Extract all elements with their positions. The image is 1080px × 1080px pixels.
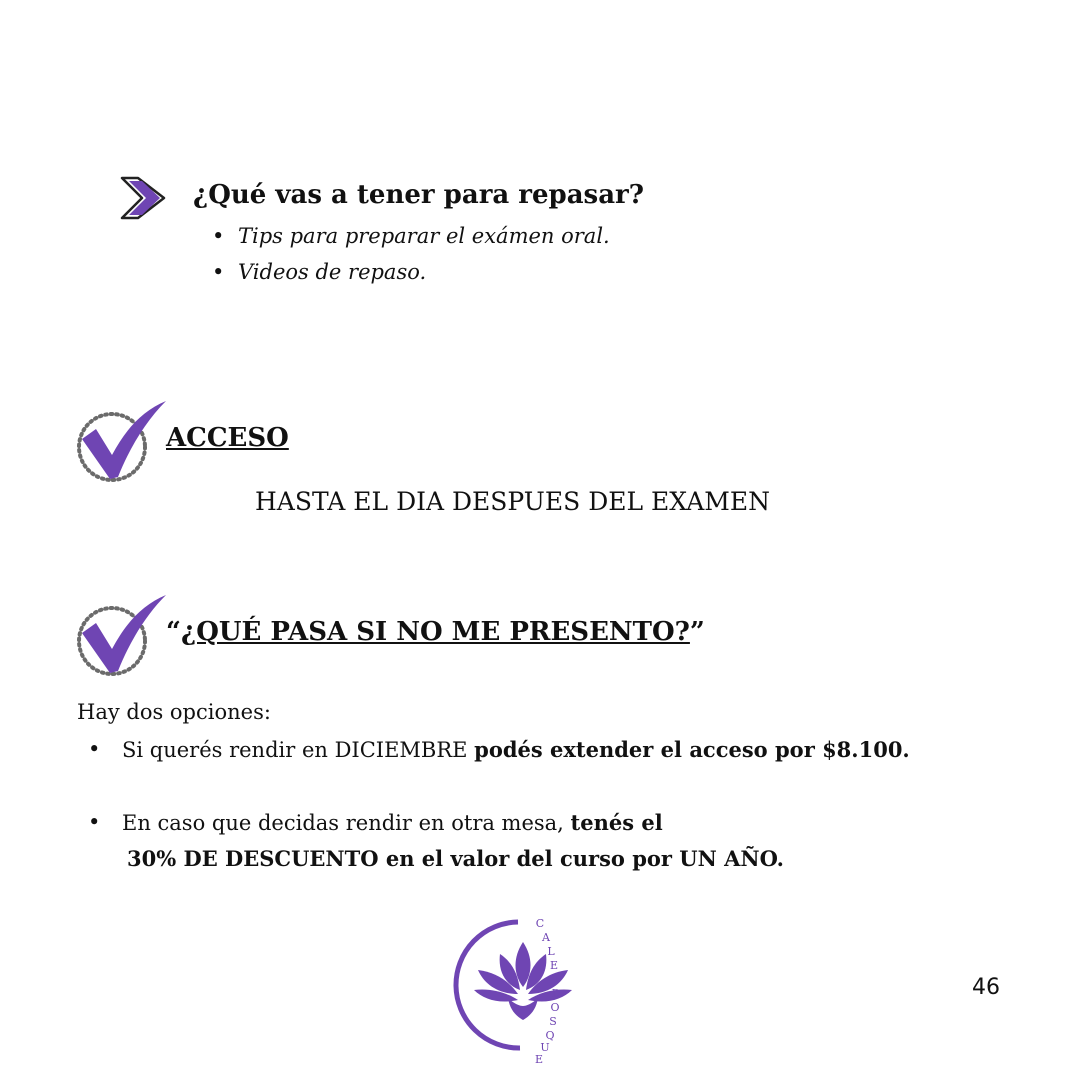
list-item: • Videos de repaso. (210, 257, 610, 293)
svg-text:E: E (549, 959, 559, 972)
options-intro: Hay dos opciones: (77, 700, 271, 724)
acceso-value: HASTA EL DIA DESPUES DEL EXAMEN (255, 487, 770, 516)
svg-text:S: S (549, 1015, 557, 1028)
option-text: Si querés rendir en DICIEMBRE (122, 738, 475, 762)
option-continuation: 30% DE DESCUENTO en el valor del curso por UN AÑO. (127, 846, 784, 871)
bullet: • (88, 737, 101, 761)
svg-text:U: U (540, 1041, 550, 1054)
review-list (210, 221, 610, 293)
no-show-question: ¿QUÉ PASA SI NO ME PRESENTO? (180, 617, 690, 647)
svg-text:E: E (534, 1053, 544, 1066)
review-title: ¿Qué vas a tener para repasar? (193, 180, 644, 210)
svg-text:O: O (550, 1001, 560, 1014)
bullet: • (88, 810, 101, 834)
brand-logo-text (528, 915, 568, 1066)
option-item (88, 810, 663, 835)
svg-text:A: A (542, 931, 550, 944)
svg-text:L: L (547, 945, 555, 958)
arrow-right-icon (118, 176, 168, 221)
option-item (88, 737, 910, 762)
checkmark-icon (74, 399, 170, 487)
svg-text:I: I (553, 973, 559, 986)
svg-text:D: D (551, 987, 561, 1000)
acceso-heading: ACCESO (166, 423, 289, 453)
option-bold-text: podés extender el acceso por $8.100. (474, 737, 910, 762)
no-show-heading (166, 617, 705, 647)
list-item: • Tips para preparar el exámen oral. (210, 221, 610, 257)
svg-text:C: C (535, 917, 545, 930)
svg-text:Q: Q (545, 1029, 555, 1042)
page-number: 46 (972, 975, 1000, 1000)
option-bold-text: tenés el (570, 810, 663, 835)
close-quote: ” (689, 617, 705, 647)
checkmark-icon (74, 593, 170, 681)
option-text: En caso que decidas rendir en otra mesa, (122, 811, 571, 835)
open-quote: “ (166, 617, 181, 647)
